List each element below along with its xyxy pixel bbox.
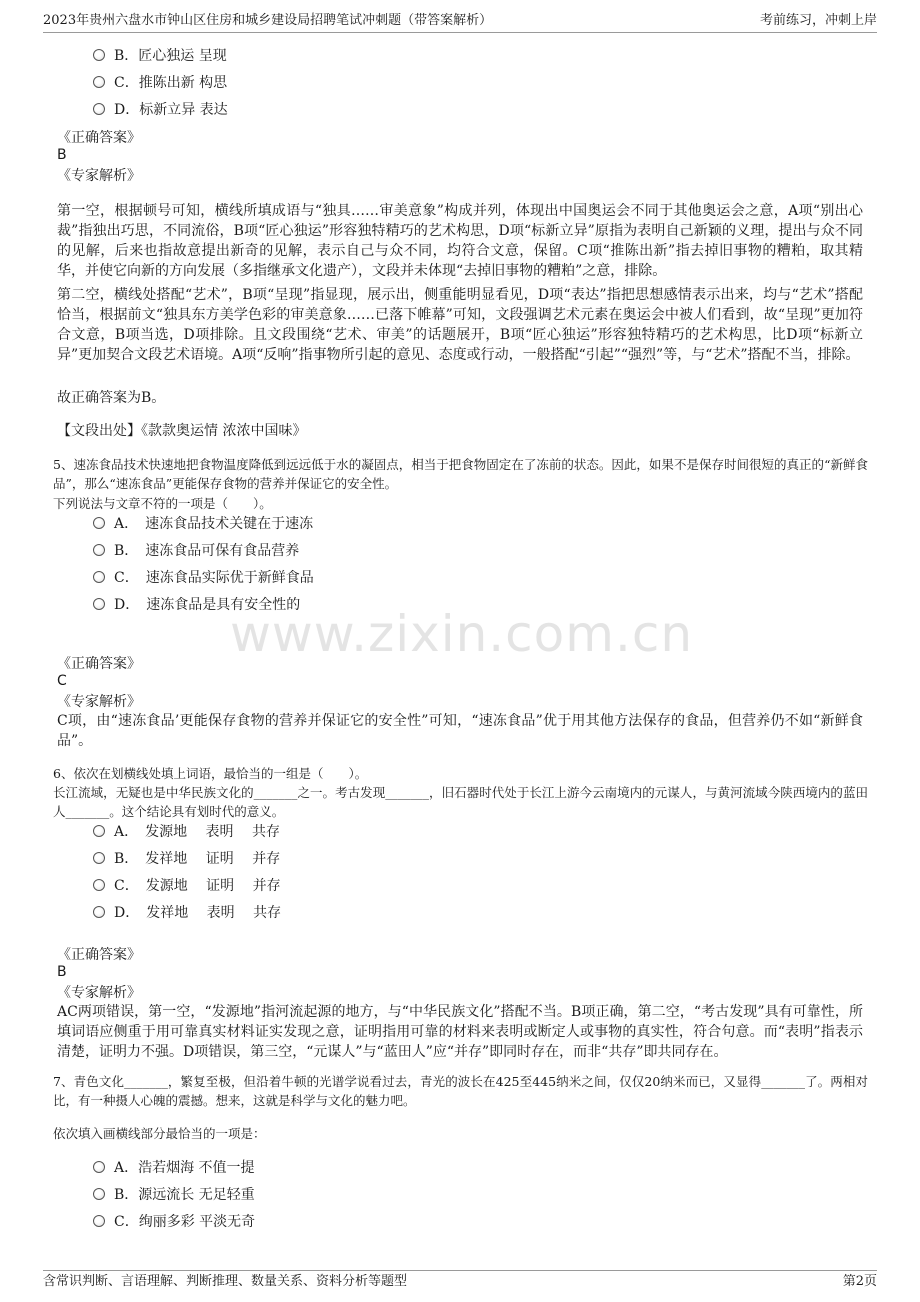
analysis-paragraph: AC两项错误，第一空，“发源地”指河流起源的地方，与“中华民族文化”搭配不当。B项正确，第二空，“考古发现”具有可靠性，所填词语应侧重于用可靠真实材料证实发现之意，证明指用可靠的材料来表明或断定人或事物的真实性，符合句意。而“表明”指表示清楚，证明力不强。D项错误，第三空，“元谋人”与“蓝田人”应“并存”即同时存在，而非“共存”即共同存在。 [57, 1004, 863, 1060]
question-text: 长江流域，无疑也是中华民族文化的_______之一。考古发现_______，旧石器时代处于长江上游今云南境内的元谋人，与黄河流域今陕西境内的蓝田人_______。这个结论具有划时代的意义。 [53, 785, 868, 819]
header-slogan: 考前练习，冲刺上岸 [759, 13, 877, 28]
answer-label: 《正确答案》 [57, 130, 141, 146]
page-number: 第2页 [842, 1274, 877, 1289]
analysis-paragraph: C项，由“速冻食品’更能保存食物的营养并保证它的安全性”可知，“速冻食品”优于用其他方法保存的食品，但营养仍不如“新鲜食品”。 [57, 713, 863, 749]
document-title: 2023年贵州六盘水市钟山区住房和城乡建设局招聘笔试冲刺题（带答案解析） [43, 13, 493, 28]
option-b[interactable]: B．源远流长 无足轻重 [93, 1184, 255, 1206]
page-header [43, 10, 877, 33]
answer-value: C [57, 673, 67, 689]
option-c[interactable]: C． 发源地 证明 并存 [93, 875, 281, 897]
option-d[interactable]: D． 发祥地 表明 共存 [93, 902, 281, 924]
radio-icon[interactable] [93, 1215, 105, 1227]
option-a[interactable]: A．浩若烟海 不值一提 [93, 1157, 255, 1179]
analysis-label: 《专家解析》 [57, 694, 141, 710]
option-c[interactable]: C．推陈出新 构思 [93, 72, 227, 94]
watermark: www.zixin.com.cn [230, 605, 694, 663]
analysis-paragraph: 第一空，根据顿号可知，横线所填成语与“独具……审美意象”构成并列，体现出中国奥运会不同于其他奥运会之意，A项“别出心裁”指独出巧思，不同流俗，B项“匠心独运”形容独特精巧的艺术构思，D项“标新立异”原指为表明自己新颖的义理，提出与众不同的见解，后来也指故意提出新奇的见解，表示自己与众不同，均符合文意，保留。C项“推陈出新”指去掉旧事物的糟粕，取其精华，并使它向新的方向发展（多指继承文化遗产），文段并未体现“去掉旧事物的糟粕”之意，排除。 [57, 203, 863, 279]
answer-value: B [57, 964, 67, 980]
radio-icon[interactable] [93, 852, 105, 864]
answer-label: 《正确答案》 [57, 947, 141, 963]
footer-text: 含常识判断、言语理解、判断推理、数量关系、资料分析等题型 [43, 1274, 408, 1289]
option-d[interactable]: D．标新立异 表达 [93, 99, 228, 121]
analysis-conclusion: 故正确答案为B。 [57, 390, 166, 406]
page-footer [43, 1270, 877, 1293]
option-b[interactable]: B． 速冻食品可保有食品营养 [93, 540, 299, 562]
radio-icon[interactable] [93, 517, 105, 529]
radio-icon[interactable] [93, 598, 105, 610]
analysis-label: 《专家解析》 [57, 168, 141, 184]
radio-icon[interactable] [93, 1161, 105, 1173]
question-stem: 6、依次在划横线处填上词语，最恰当的一组是（ ）。 [53, 766, 368, 781]
radio-icon[interactable] [93, 103, 105, 115]
option-c[interactable]: C． 速冻食品实际优于新鲜食品 [93, 567, 314, 589]
option-b[interactable]: B． 发祥地 证明 并存 [93, 848, 280, 870]
analysis-label: 《专家解析》 [57, 985, 141, 1001]
radio-icon[interactable] [93, 825, 105, 837]
option-d[interactable]: D． 速冻食品是具有安全性的 [93, 594, 300, 616]
analysis-paragraph: 第二空，横线处搭配“艺术”，B项“呈现”指显现，展示出，侧重能明显看见，D项“表达”指把思想感情表示出来，均与“艺术”搭配恰当，根据前文“独具东方美学色彩的审美意象……已落下帷幕”可知，文段强调艺术元素在奥运会中被人们看到，故“呈现”更加符合文意，B项当选，D项排除。且文段围绕“艺术、审美”的话题展开，B项“匠心独运”形容独特精巧的艺术构思，比D项“标新立异”更加契合文段艺术语境。A项“反响”指事物所引起的意见、态度或行动，一般搭配“引起”“强烈”等，与“艺术”搭配不当，排除。 [57, 287, 863, 363]
option-a[interactable]: A． 发源地 表明 共存 [93, 821, 280, 843]
option-c[interactable]: C．绚丽多彩 平淡无奇 [93, 1211, 255, 1233]
answer-value: B [57, 147, 67, 163]
radio-icon[interactable] [93, 879, 105, 891]
question-stem: 5、速冻食品技术快速地把食物温度降低到远远低于水的凝固点，相当于把食物固定在了冻前的状态。因此，如果不是保存时间很短的真正的“新鲜食品”，那么“速冻食品”更能保存食物的营养并保证它的安全性。 [53, 457, 868, 491]
question-prompt: 下列说法与文章不符的一项是（ ）。 [53, 496, 272, 511]
radio-icon[interactable] [93, 1188, 105, 1200]
radio-icon[interactable] [93, 49, 105, 61]
question-prompt: 依次填入画横线部分最恰当的一项是： [53, 1126, 266, 1141]
option-a[interactable]: A． 速冻食品技术关键在于速冻 [93, 513, 313, 535]
question-stem: 7、青色文化_______，繁复至极，但沿着牛顿的光谱学说看过去，青光的波长在425至445纳米之间，仅仅20纳米而已，又显得_______了。两相对比，有一种摄人心魄的震撼。想来，这就是科学与文化的魅力吧。 [53, 1074, 868, 1108]
answer-label: 《正确答案》 [57, 656, 141, 672]
option-b[interactable]: B．匠心独运 呈现 [93, 45, 227, 67]
source-citation: 【文段出处】《款款奥运情 浓浓中国味》 [57, 423, 307, 439]
radio-icon[interactable] [93, 76, 105, 88]
radio-icon[interactable] [93, 906, 105, 918]
radio-icon[interactable] [93, 571, 105, 583]
radio-icon[interactable] [93, 544, 105, 556]
